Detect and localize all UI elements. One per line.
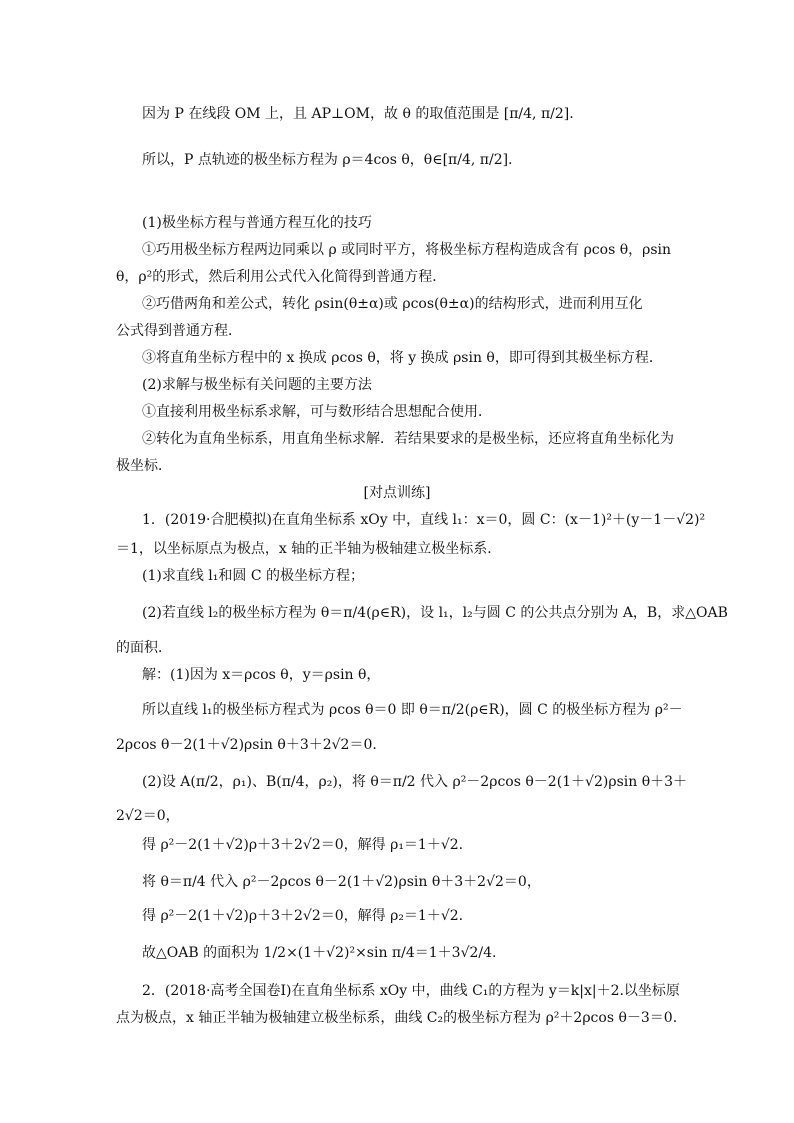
text-line: 点为极点，x 轴正半轴为极轴建立极坐标系，曲线 C₂的极坐标方程为 ρ²＋2ρcos θ－3＝0. — [116, 1010, 678, 1026]
solution-line: 2√2＝0， — [116, 808, 180, 824]
text-line: ①巧用极坐标方程两边同乘以 ρ 或同时平方，将极坐标方程构造成含有 ρcos θ，ρsin — [142, 242, 672, 258]
section-heading: (2)求解与极坐标有关问题的主要方法 — [142, 377, 372, 393]
text-line: ①直接利用极坐标系求解，可与数形结合思想配合使用． — [142, 404, 492, 420]
text-line: ③将直角坐标方程中的 x 换成 ρcos θ，将 y 换成 ρsin θ，即可得到其极坐标方程． — [142, 350, 663, 366]
text-line: 的面积． — [116, 640, 172, 656]
solution-line: 解：(1)因为 x＝ρcos θ，y＝ρsin θ， — [142, 667, 381, 683]
solution-line: 得 ρ²－2(1＋√2)ρ＋3＋2√2＝0，解得 ρ₁＝1＋√2. — [142, 837, 464, 853]
text-line: 公式得到普通方程． — [116, 323, 242, 339]
text-line: 因为 P 在线段 OM 上，且 AP⊥OM，故 θ 的取值范围是 [π/4, π/2]. — [142, 106, 574, 122]
text-line: (1)求直线 l₁和圆 C 的极坐标方程； — [142, 568, 364, 584]
problem-2: 2．(2018·高考全国卷Ⅰ)在直角坐标系 xOy 中，曲线 C₁的方程为 y＝k|x|＋2.以坐标原 — [142, 983, 680, 999]
problem-1: 1．(2019·合肥模拟)在直角坐标系 xOy 中，直线 l₁：x＝0，圆 C：(x－1)²＋(y－1－√2)² — [142, 512, 706, 528]
text-line: ②巧借两角和差公式，转化 ρsin(θ±α)或 ρcos(θ±α)的结构形式，进而利用互化 — [142, 296, 643, 312]
text-line: (2)若直线 l₂的极坐标方程为 θ＝π/4(ρ∈R)，设 l₁，l₂与圆 C 的公共点分别为 A，B，求△OAB — [142, 605, 728, 621]
text-line: ②转化为直角坐标系，用直角坐标求解．若结果要求的是极坐标，还应将直角坐标化为 — [142, 431, 674, 447]
solution-line: 得 ρ²－2(1＋√2)ρ＋3＋2√2＝0，解得 ρ₂＝1＋√2. — [142, 908, 464, 924]
solution-line: 2ρcos θ－2(1＋√2)ρsin θ＋3＋2√2＝0. — [116, 737, 377, 753]
solution-line: 故△OAB 的面积为 1/2×(1＋√2)²×sin π/4＝1＋3√2/4. — [142, 945, 497, 961]
text-line: ＝1，以坐标原点为极点，x 轴的正半轴为极轴建立极坐标系． — [116, 541, 502, 557]
section-heading: (1)极坐标方程与普通方程互化的技巧 — [142, 215, 372, 231]
text-line: 极坐标． — [116, 458, 172, 474]
exercise-title: [对点训练] — [363, 485, 431, 501]
solution-line: 所以直线 l₁的极坐标方程式为 ρcos θ＝0 即 θ＝π/2(ρ∈R)，圆 C 的极坐标方程为 ρ²－ — [142, 702, 683, 718]
solution-line: (2)设 A(π/2，ρ₁)、B(π/4，ρ₂)，将 θ＝π/2 代入 ρ²－2ρcos θ－2(1＋√2)ρsin θ＋3＋ — [142, 774, 688, 790]
solution-line: 将 θ＝π/4 代入 ρ²－2ρcos θ－2(1＋√2)ρsin θ＋3＋2√2＝0， — [142, 874, 541, 890]
text-line: θ，ρ²的形式，然后利用公式代入化简得到普通方程． — [116, 269, 447, 285]
text-line: 所以，P 点轨迹的极坐标方程为 ρ＝4cos θ，θ∈[π/4, π/2]. — [142, 152, 513, 168]
